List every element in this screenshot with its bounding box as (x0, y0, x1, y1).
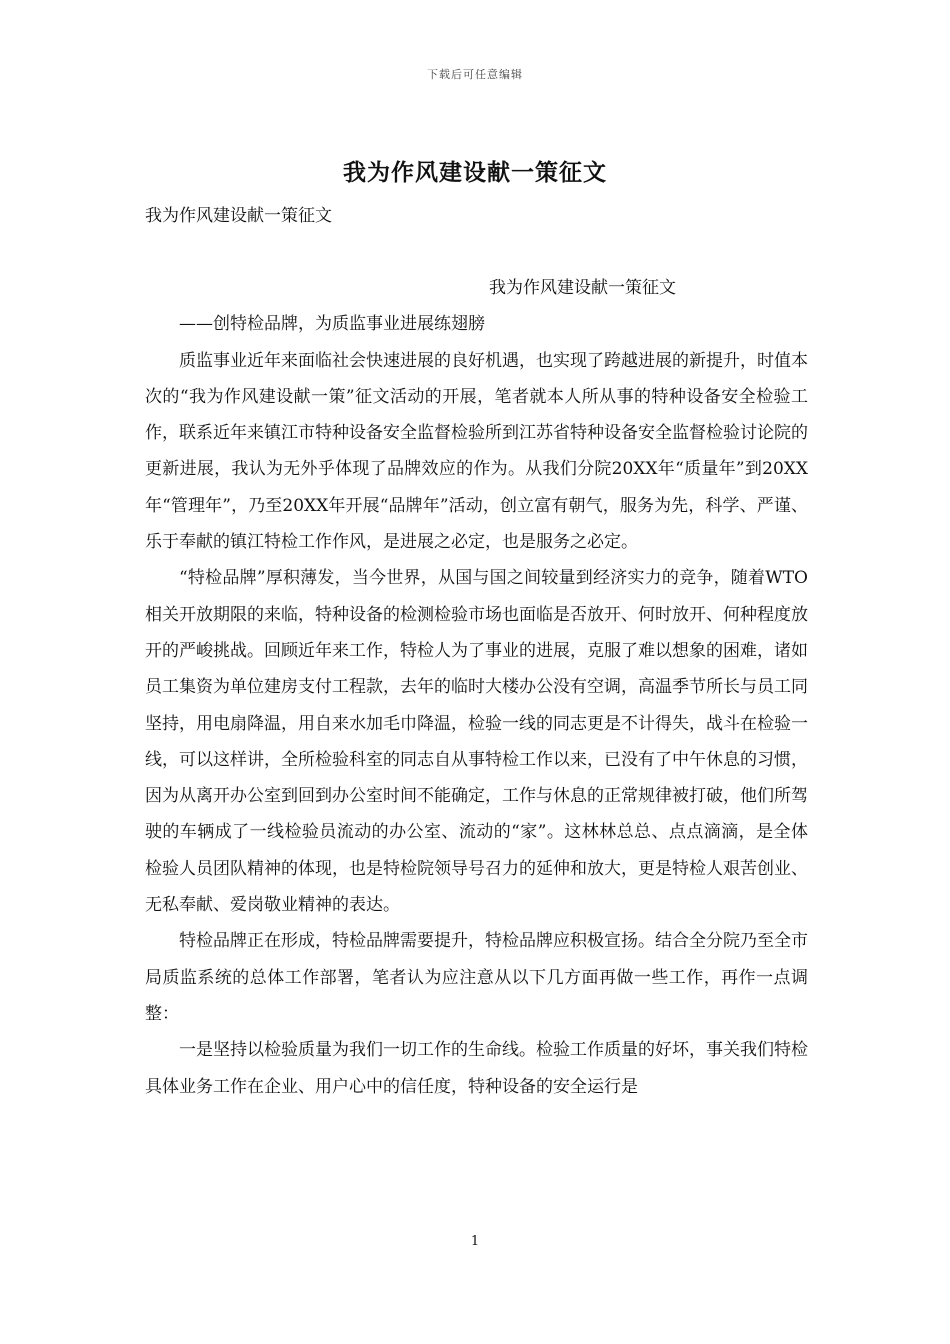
paragraph: “特检品牌”厚积薄发，当今世界，从国与国之间较量到经济实力的竞争，随着WTO相关开放期限的来临，特种设备的检测检验市场也面临是否放开、何时放开、何种程度放开的严峻挑战。回顾近年来工作，特检人为了事业的进展，克服了难以想象的困难，诸如员工集资为单位建房支付工程款，去年的临时大楼办公没有空调，高温季节所长与员工同坚持，用电扇降温，用自来水加毛巾降温，检验一线的同志更是不计得失，战斗在检验一线，可以这样讲，全所检验科室的同志自从事特检工作以来，已没有了中午休息的习惯，因为从离开办公室到回到办公室时间不能确定，工作与休息的正常规律被打破，他们所驾驶的车辆成了一线检验员流动的办公室、流动的“家”。这林林总总、点点滴滴，是全体检验人员团队精神的体现，也是特检院领导号召力的延伸和放大，更是特检人艰苦创业、无私奉献、爱岗敬业精神的表达。 (145, 568, 808, 916)
article-title: 我为作风建设献一策征文 (489, 278, 676, 298)
paragraph: 一是坚持以检验质量为我们一切工作的生命线。检验工作质量的好坏，事关我们特检具体业务工作在企业、用户心中的信任度，特种设备的安全运行是 (145, 1040, 808, 1097)
paragraph: 特检品牌正在形成，特检品牌需要提升，特检品牌应积极宣扬。结合全分院乃至全市局质监系统的总体工作部署，笔者认为应注意从以下几方面再做一些工作，再作一点调整： (145, 931, 808, 1024)
header-note: 下载后可任意编辑 (427, 68, 523, 81)
paragraph: 质监事业近年来面临社会快速进展的良好机遇，也实现了跨越进展的新提升，时值本次的“我为作风建设献一策”征文活动的开展，笔者就本人所从事的特种设备安全检验工作，联系近年来镇江市特种设备安全监督检验所到江苏省特种设备安全监督检验讨论院的更新进展，我认为无外乎体现了品牌效应的作为。从我们分院20XX年“质量年”到20XX年“管理年”，乃至20XX年开展“品牌年”活动，创立富有朝气，服务为先，科学、严谨、乐于奉献的镇江特检工作作风，是进展之必定，也是服务之必定。 (145, 350, 808, 553)
document-title: 我为作风建设献一策征文 (343, 159, 607, 186)
article-tagline: ——创特检品牌，为质监事业进展练翅膀 (179, 314, 485, 335)
document-body (145, 270, 808, 1105)
page-number: 1 (470, 1234, 480, 1249)
document-subtitle: 我为作风建设献一策征文 (145, 206, 332, 226)
